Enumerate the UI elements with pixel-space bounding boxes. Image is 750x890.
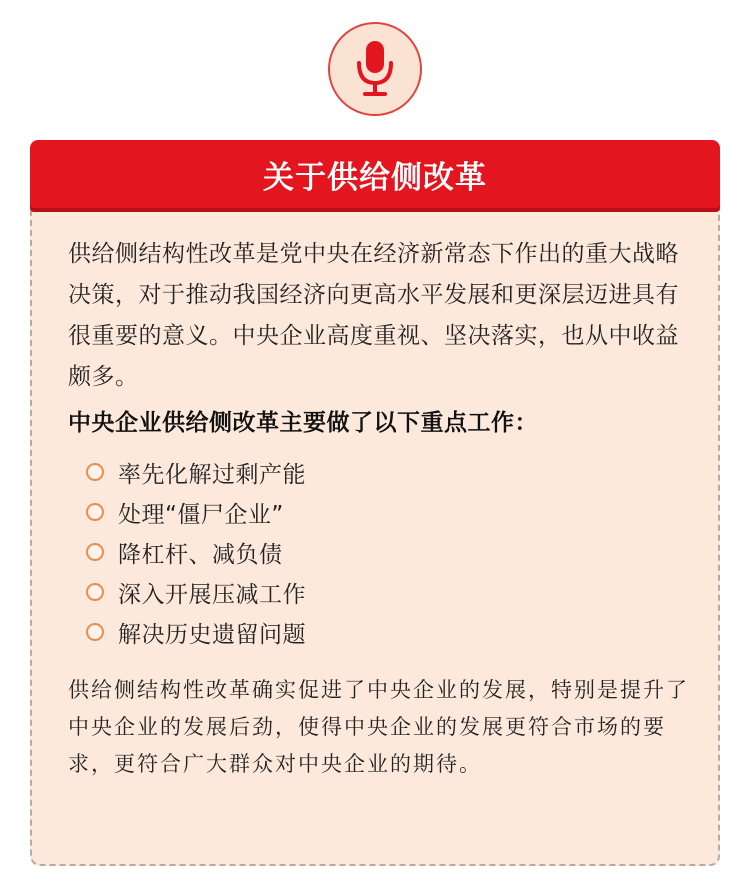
circle-bullet-icon [86,463,104,481]
list-item-label: 解决历史遗留问题 [118,621,306,648]
circle-bullet-icon [86,623,104,641]
conclusion-paragraph: 供给侧结构性改革确实促进了中央企业的发展，特别是提升了中央企业的发展后劲，使得中央企业的发展更符合市场的要求，更符合广大群众对中央企业的期待。 [68,678,689,776]
list-item [86,572,306,612]
list-item-label: 处理“僵尸企业” [118,501,284,528]
circle-bullet-icon [86,583,104,601]
list-item [86,452,306,492]
card-header [30,140,720,208]
list-item-label: 降杠杆、减负债 [118,541,283,568]
list-item-label: 深入开展压减工作 [118,581,306,608]
circle-bullet-icon [86,543,104,561]
list-item [86,612,306,652]
work-list [86,452,306,652]
microphone-icon [351,37,399,101]
list-item [86,492,306,532]
card-title: 关于供给侧改革 [263,159,487,196]
list-item-label: 率先化解过剩产能 [118,461,306,488]
list-item [86,532,306,572]
circle-bullet-icon [86,503,104,521]
intro-paragraph: 供给侧结构性改革是党中央在经济新常态下作出的重大战略决策，对于推动我国经济向更高水平发展和更深层迈进具有很重要的意义。中央企业高度重视、坚决落实，也从中收益颇多。 [68,241,679,390]
microphone-badge [328,22,422,116]
work-heading: 中央企业供给侧改革主要做了以下重点工作： [68,410,538,436]
info-card [30,140,720,866]
